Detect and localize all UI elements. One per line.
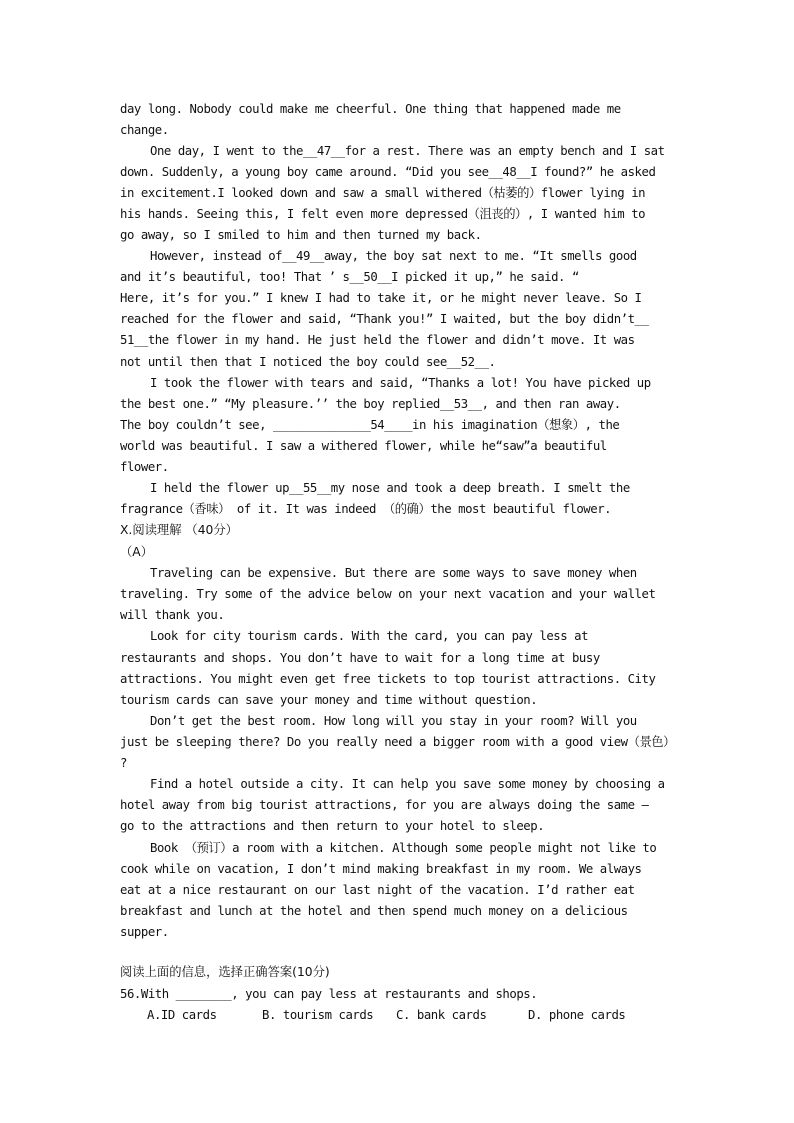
question-instruction: 阅读上面的信息，选择正确答案(10分) <box>120 965 330 979</box>
reading-line: Traveling can be expensive. But there are some ways to save money when <box>150 566 637 580</box>
passage-line: not until then that I noticed the boy could see__52__. <box>120 355 496 369</box>
section-title: X.阅读理解 （40分） <box>120 523 238 537</box>
reading-line: ? <box>120 756 127 770</box>
passage-line: Here, it’s for you.” I knew I had to take it, or he might never leave. So I <box>120 291 642 305</box>
reading-line: breakfast and lunch at the hotel and then spend much money on a delicious <box>120 904 628 918</box>
passage-line: However, instead of__49__away, the boy sat next to me. “It smells good <box>150 249 637 263</box>
part-label: （A） <box>120 545 154 559</box>
reading-line: supper. <box>120 925 169 939</box>
passage-line: I held the flower up__55__my nose and took a deep breath. I smelt the <box>150 481 630 495</box>
passage-line: the best one.” “My pleasure.’’ the boy replied__53__, and then ran away. <box>120 397 621 411</box>
reading-line: tourism cards can save your money and time without question. <box>120 693 538 707</box>
reading-line: cook while on vacation, I don’t mind making breakfast in my room. We always <box>120 862 642 876</box>
reading-line: hotel away from big tourist attractions, for you are always doing the same — <box>120 798 649 812</box>
passage-line: world was beautiful. I saw a withered flower, while he“saw”a beautiful <box>120 439 607 453</box>
passage-line: change. <box>120 123 169 137</box>
passage-line: his hands. Seeing this, I felt even more depressed（沮丧的）, I wanted him to <box>120 207 646 221</box>
passage-line: reached for the flower and said, “Thank you!” I waited, but the boy didn’t__ <box>120 312 649 326</box>
passage-line: One day, I went to the__47__for a rest. There was an empty bench and I sat <box>150 144 665 158</box>
reading-line: attractions. You might even get free tickets to top tourist attractions. City <box>120 672 656 686</box>
reading-line: eat at a nice restaurant on our last night of the vacation. I’d rather eat <box>120 883 635 897</box>
reading-line: Find a hotel outside a city. It can help you save some money by choosing a <box>150 777 665 791</box>
reading-line: restaurants and shops. You don’t have to wait for a long time at busy <box>120 651 600 665</box>
question-56-option-b: B. tourism cards <box>262 1008 374 1022</box>
reading-line: Look for city tourism cards. With the card, you can pay less at <box>150 629 589 643</box>
passage-line: and it’s beautiful, too! That ’ s__50__I picked it up,” he said. “ <box>120 270 579 284</box>
passage-line: in excitement.I looked down and saw a small withered（枯萎的）flower lying in <box>120 186 646 200</box>
reading-line: just be sleeping there? Do you really need a bigger room with a good view（景色） <box>120 735 675 749</box>
passage-line: flower. <box>120 460 169 474</box>
question-56-option-c: C. bank cards <box>396 1008 487 1022</box>
reading-line: Book （预订）a room with a kitchen. Although some people might not like to <box>150 841 657 855</box>
passage-line: The boy couldn’t see, ______________54____in his imagination（想象）, the <box>120 418 620 432</box>
reading-line: traveling. Try some of the advice below on your next vacation and your wallet <box>120 587 656 601</box>
reading-line: Don’t get the best room. How long will you stay in your room? Will you <box>150 714 637 728</box>
passage-line: down. Suddenly, a young boy came around. “Did you see__48__I found?” he asked <box>120 165 656 179</box>
passage-line: day long. Nobody could make me cheerful. One thing that happened made me <box>120 102 621 116</box>
question-56-option-a: A.ID cards <box>147 1008 217 1022</box>
question-56-stem: 56.With ________, you can pay less at restaurants and shops. <box>120 987 538 1001</box>
reading-line: go to the attractions and then return to your hotel to sleep. <box>120 819 545 833</box>
reading-line: will thank you. <box>120 608 225 622</box>
passage-line: I took the flower with tears and said, “Thanks a lot! You have picked up <box>150 376 651 390</box>
passage-line: go away, so I smiled to him and then turned my back. <box>120 228 482 242</box>
passage-line: fragrance（香味） of it. It was indeed （的确）the most beautiful flower. <box>120 502 612 516</box>
question-56-option-d: D. phone cards <box>528 1008 626 1022</box>
passage-line: 51__the flower in my hand. He just held the flower and didn’t move. It was <box>120 333 635 347</box>
